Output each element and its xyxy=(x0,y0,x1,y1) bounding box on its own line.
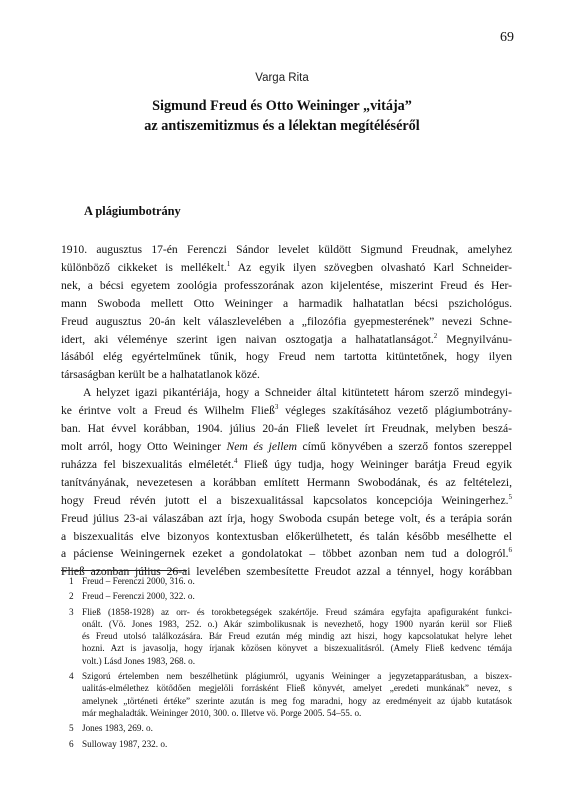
text-line: lásából elég egyértelműnek tűnik, hogy Freud nem tartotta kitüntetőnek, hogy ilyen xyxy=(61,350,512,364)
footnote-ref[interactable]: 1 xyxy=(226,260,231,269)
text-line: Freud augusztus 20-án kelt válaszlevelében a „filozófia gyepmesterének” nevezi Schne- xyxy=(61,314,512,328)
paragraph-1 xyxy=(61,241,512,384)
title-line-1: Sigmund Freud és Otto Weininger „vitája” xyxy=(152,98,412,114)
footnote xyxy=(61,590,512,602)
text-line: 1910. augusztus 17-én Ferenczi Sándor levelet küldött Sigmund Freudnak, amelyhez xyxy=(61,243,512,256)
footnote-line: volt.) Lásd Jones 1983, 268. o. xyxy=(82,655,196,666)
footnote-line: Jones 1983, 269. o. xyxy=(82,723,153,734)
footnotes xyxy=(61,575,512,750)
footnote-line: Szigorú értelemben nem beszélhetünk plágiumról, ugyanis Weininger a jegyzetapparátusban, a biszex- xyxy=(82,671,512,682)
footnote-ref[interactable]: 6 xyxy=(508,546,512,555)
footnote-ref[interactable]: 4 xyxy=(234,457,238,466)
text-line: ke érintve volt a Freud és Wilhelm Fließ$^3$ végleges szakításához vezető plágiumbotrány- xyxy=(61,403,512,418)
footnote xyxy=(61,722,512,734)
footnote-ref[interactable]: 3 xyxy=(274,403,279,412)
book-title: Nem és jellem xyxy=(226,439,297,453)
footnote-number: 1 xyxy=(69,576,74,586)
footnote xyxy=(61,575,512,587)
text-line: különböző cikkeket is mellékelt.$^1$ Az egyik ilyen szövegben olvasható Karl Schneider- xyxy=(61,260,512,274)
text-line: tanítványának, nevezetesen a korábban említett Hermann Swobodának, és az feltételezi, xyxy=(61,475,512,489)
footnote-number: 4 xyxy=(69,671,74,682)
text-line: A helyzet igazi pikantériája, hogy a Schneider által kitüntetett három szerző mindegyi- xyxy=(83,386,512,400)
body-text xyxy=(61,241,512,581)
footnote-line: Sulloway 1987, 232. o. xyxy=(82,738,168,749)
footnote-line: onált. (Vö. Jones 1983, 252. o.) Akár szimbolikusnak is nevezhető, hogy 1900 nyarán kerül sor Fließ xyxy=(82,618,512,629)
footnote-line: Freud – Ferenczi 2000, 322. o. xyxy=(82,591,195,602)
footnote-line: Freud – Ferenczi 2000, 316. o. xyxy=(82,576,195,586)
footnote-ref[interactable]: 5 xyxy=(508,492,512,501)
text-line: molt arról, hogy Otto Weininger Nem és jellem című könyvében a szerző fontos szereppel xyxy=(61,439,512,453)
footnote-line: hozni. Azt is javasolja, hogy írjanak közösen könyvet a biszexualitásról. (Amely Fließ kedvenc témája xyxy=(82,643,512,654)
page-number: 69 xyxy=(500,30,514,45)
section-heading: A plágiumbotrány xyxy=(84,204,181,218)
footnote-number: 6 xyxy=(69,738,74,749)
author-name: Varga Rita xyxy=(255,72,309,84)
footnote-line: amelynek „történeti értéke” szerinte azután is meg fog maradni, hogy az eredményeit az újabb kutatások xyxy=(82,695,512,706)
footnote-divider xyxy=(61,570,187,571)
text-line: nek, a bécsi egyetem zoológia professzorának azon kijelentése, miszerint Freud és Her- xyxy=(61,278,512,292)
text-line: Fließ azonban július 26-ai levelében szembesítette Freudot azzal a ténnyel, hogy korábban xyxy=(61,565,512,579)
title-line-2: az antiszemitizmus és a lélektan megítéléséről xyxy=(144,118,420,134)
article-title xyxy=(0,96,564,136)
footnote xyxy=(61,670,512,719)
footnote-line: ualitás-elmélethez kötődően megjelöli forrásként Fließ könyvét, amelyet „eredeti munkának” nevez, s xyxy=(82,683,512,694)
text-line: idert, aki véleménye szerint igen naivan osztogatja a halhatatlanságot.$^2$ Megnyilvánu- xyxy=(61,331,512,346)
footnote-number: 5 xyxy=(69,723,74,734)
footnote-ref[interactable]: 2 xyxy=(433,331,438,340)
text-line: ruházza fel biszexualitás elméletét.$^4$ Fließ úgy tudja, hogy Weininger barátja Freud egyik xyxy=(61,457,513,471)
footnote-line: és Freud utolsó találkozására. Bár Freud ezután még mindig azt hiszi, hogy kapcsolatukat helyre lehet xyxy=(82,631,512,642)
text-line: mann Swoboda mellett Otto Weininger a harmadik halhatatlan bécsi pszichológus. xyxy=(61,296,512,310)
footnote xyxy=(61,738,512,750)
text-line: Freud július 23-ai válaszában azt írja, hogy Swoboda csupán betege volt, és a terápia során xyxy=(61,511,512,525)
footnote-line: Fließ (1858-1928) az orr- és torokbetegségek szakértője. Freud számára egyfajta apafiguraként funkci- xyxy=(82,606,512,617)
footnote xyxy=(61,606,512,667)
paragraph-2 xyxy=(61,384,512,581)
text-line: hogy Freud révén jutott el a biszexualitással kapcsolatos koncepciója Weiningerhez.$^5$ xyxy=(61,492,512,507)
footnote-number: 2 xyxy=(69,591,74,602)
footnote-number: 3 xyxy=(69,606,74,617)
text-line: a biszexualitás elve bizonyos kontextusban előkerülhetett, és talán később mesélhette el xyxy=(61,529,512,543)
text-line: a páciense Weiningernek ezeket a gondolatokat – többet azonban nem tud a dologról.$^6$ xyxy=(61,546,512,561)
footnote-line: már meghaladták. Weininger 2010, 300. o. Illetve vö. Porge 2005. 54–55. o. xyxy=(82,707,362,718)
text-line: társaságban került be a halhatatlanok közé. xyxy=(61,368,260,382)
text-line: ban. Hat évvel korábban, 1904. július 20-án Fließ levelet írt Freudnak, melyben beszá- xyxy=(61,422,512,436)
